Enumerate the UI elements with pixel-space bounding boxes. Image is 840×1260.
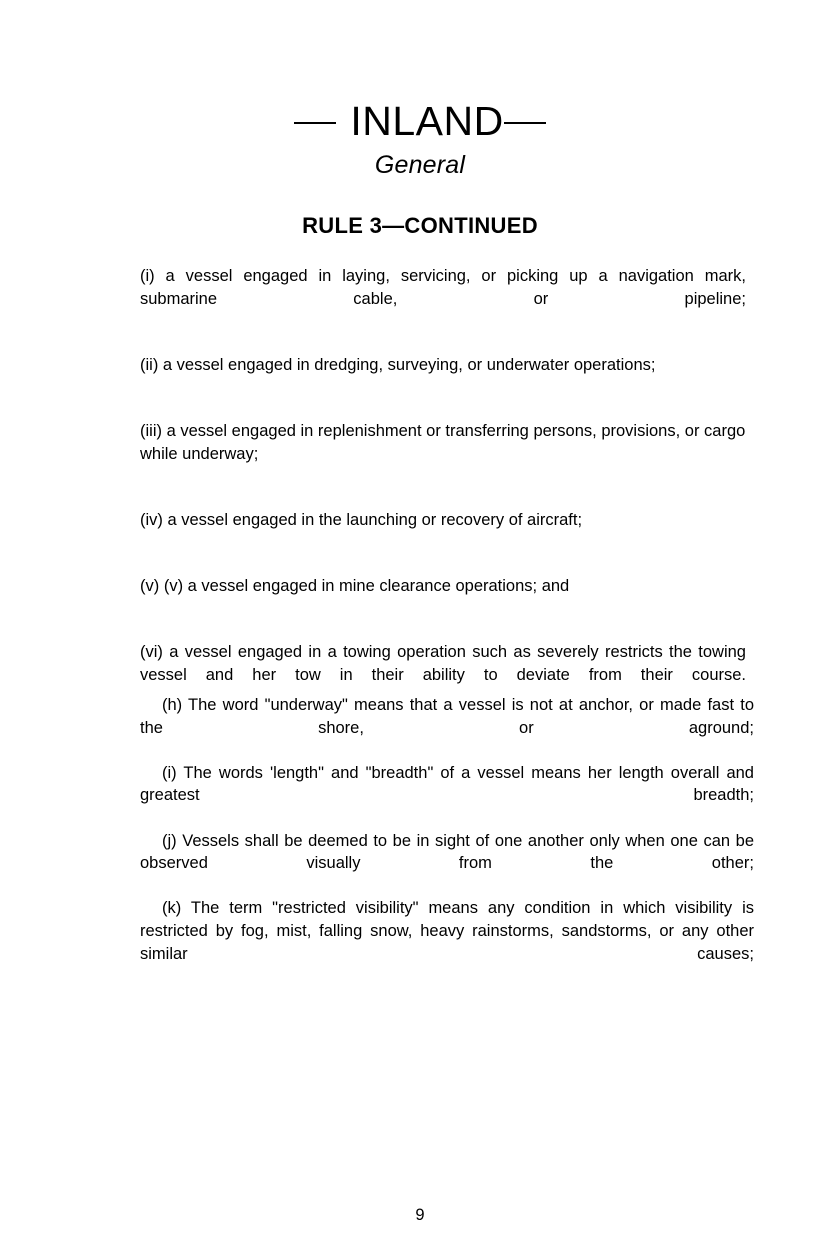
page-number: 9	[415, 1206, 425, 1224]
list-item: (ii) a vessel engaged in dredging, surveying, or underwater operations;	[140, 355, 656, 374]
list-item: (k) The term "restricted visibility" means any condition in which visibility is restricted by fog, mist, falling snow, heavy rainstorms, sandstorms, or any other similar causes;	[140, 899, 754, 963]
roman-numeral-list	[140, 265, 746, 709]
masthead-title-line	[0, 98, 840, 144]
masthead	[0, 98, 840, 180]
list-item: (vi) a vessel engaged in a towing operation such as severely restricts the towing vessel and her tow in their ability to deviate from their course.	[140, 643, 746, 684]
list-item: (iii) a vessel engaged in replenishment or transferring persons, provisions, or cargo while underway;	[140, 421, 746, 463]
horizontal-rule-left-icon	[294, 122, 336, 124]
list-item: (iv) a vessel engaged in the launching or recovery of aircraft;	[140, 510, 583, 529]
lettered-definitions-list	[140, 694, 754, 988]
list-item: (j) Vessels shall be deemed to be in sight of one another only when one can be observed visually from the other;	[140, 831, 754, 873]
list-item: (v) (v) a vessel engaged in mine clearance operations; and	[140, 576, 570, 595]
list-item: (h) The word "underway" means that a vessel is not at anchor, or made fast to the shore, or aground;	[140, 696, 754, 737]
list-item: (i) The words 'length" and "breadth" of a vessel means her length overall and greatest breadth;	[140, 763, 754, 805]
list-item: (i) a vessel engaged in laying, servicing, or picking up a navigation mark, submarine cable, or pipeline;	[140, 267, 746, 308]
rule-heading: RULE 3—CONTINUED	[302, 213, 538, 238]
masthead-subtitle: General	[374, 151, 466, 179]
masthead-title: INLAND	[350, 98, 504, 144]
horizontal-rule-right-icon	[504, 122, 546, 124]
